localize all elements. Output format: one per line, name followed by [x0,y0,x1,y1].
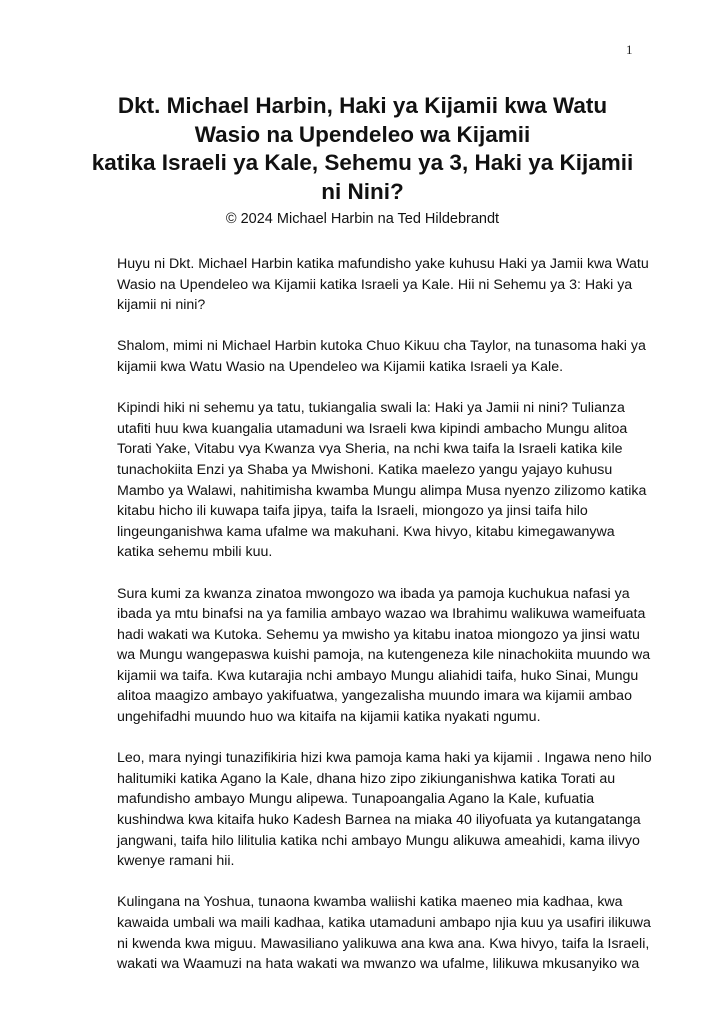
document-title-block [90,92,635,229]
text-line: Leo, mara nyingi tunazifikiria hizi kwa pamoja kama haki ya kijamii . Ingawa neno hilo [117,750,652,767]
text-line: ungehifadhi muundo huo wa kitaifa na kijamii katika nyakati ngumu. [117,709,541,726]
text-line: kwenye ramani hii. [117,853,235,870]
paragraph-intro [117,254,649,316]
text-line: Torati Yake, Vitabu vya Kwanza vya Sheria, na nchi kwa taifa la Israeli katika kile [117,441,623,458]
title-line: katika Israeli ya Kale, Sehemu ya 3, Haki ya Kijamii [91,150,634,175]
text-line: kijamii ni nini? [117,297,206,314]
paragraph-joshua [117,892,651,974]
text-line: Kulingana na Yoshua, tunaona kwamba waliishi katika maeneo mia kadhaa, kwa [117,894,623,911]
title-line: Dkt. Michael Harbin, Haki ya Kijamii kwa Watu [117,93,608,118]
text-line: Sura kumi za kwanza zinatoa mwongozo wa ibada ya pamoja kuchukua nafasi ya [117,585,630,602]
text-line: ibada ya mtu binafsi na ya familia ambayo wazao wa Ibrahimu walikuwa wameifuata [117,606,646,623]
text-line: lingeunganishwa kama ufalme wa makuhani. Kwa hivyo, kitabu kimegawanywa [117,523,615,540]
text-line: kushindwa kwa kitaifa huko Kadesh Barnea na miaka 40 iliyofuata ya kutangatanga [117,812,641,829]
paragraph-ten-chapters [117,584,651,728]
text-line: Shalom, mimi ni Michael Harbin kutoka Chuo Kikuu cha Taylor, na tunasoma haki ya [117,338,646,355]
page-number: 1 [626,42,633,57]
document-body [117,254,652,995]
copyright-notice: © 2024 Michael Harbin na Ted Hildebrandt [225,211,500,227]
text-line: jangwani, taifa hilo lilitulia katika nchi ambayo Mungu alikuwa ameahidi, kama ilivyo [117,832,640,849]
text-line: kitabu hicho ili kuwapa taifa jipya, taifa la Israeli, miongozo ya jinsi taifa hilo [117,503,588,520]
title-line: Wasio na Upendeleo wa Kijamii [194,121,531,147]
text-line: ni kwenda kwa miguu. Mawasiliano yalikuwa ana kwa ana. Kwa hivyo, taifa la Israeli, [117,935,650,952]
text-line: Huyu ni Dkt. Michael Harbin katika mafundisho yake kuhusu Haki ya Jamii kwa Watu [117,256,649,272]
text-line: Wasio na Upendeleo wa Kijamii katika Israeli ya Kale. Hii ni Sehemu ya 3: Haki ya [117,276,633,293]
text-line: Kipindi hiki ni sehemu ya tatu, tukiangalia swali la: Haki ya Jamii ni nini? Tulianza [117,400,625,417]
text-line: Mambo ya Walawi, nahitimisha kwamba Mungu alimpa Musa nyenzo zilizomo katika [117,482,647,499]
text-line: kawaida umbali wa maili kadhaa, katika utamaduni ambapo njia kuu ya usafiri ilikuwa [117,915,651,931]
paragraph-part-three [117,398,647,563]
title-line: ni Nini? [321,178,404,204]
text-line: tunachokiita Enzi ya Shaba ya Mwishoni. Katika maelezo yangu yajayo kuhusu [117,461,613,478]
text-line: mafundisho ambayo Mungu alipewa. Tunapoangalia Agano la Kale, kufuatia [117,791,595,808]
paragraph-greeting [117,336,646,377]
text-line: alitoa maagizo ambayo yakifuatwa, yangezalisha muundo imara wa kijamii ambao [117,688,632,705]
text-line: kijamii kwa Watu Wasio na Upendeleo wa Kijamii katika Israeli ya Kale. [117,358,564,375]
text-line: wa Mungu wangepaswa kuishi pamoja, na kutengeneza kile ninachokiita muundo wa [117,647,651,664]
text-line: kijamii wa taifa. Kwa kutarajia nchi ambayo Mungu aliahidi taifa, huko Sinai, Mungu [117,667,639,684]
text-line: halitumiki katika Agano la Kale, dhana hizo zipo zikiunganishwa katika Torati au [117,770,616,787]
paragraph-social-justice [117,748,652,872]
text-line: hadi wakati wa Kutoka. Sehemu ya mwisho ya kitabu inatoa miongozo ya jinsi watu [117,626,640,643]
text-line: wakati wa Waamuzi na hata wakati wa mwanzo wa ufalme, lilikuwa mkusanyiko wa [117,956,640,973]
text-line: katika sehemu mbili kuu. [117,544,273,561]
text-line: utafiti huu kwa kuangalia utamaduni wa Israeli kwa kipindi ambacho Mungu alitoa [117,420,628,437]
